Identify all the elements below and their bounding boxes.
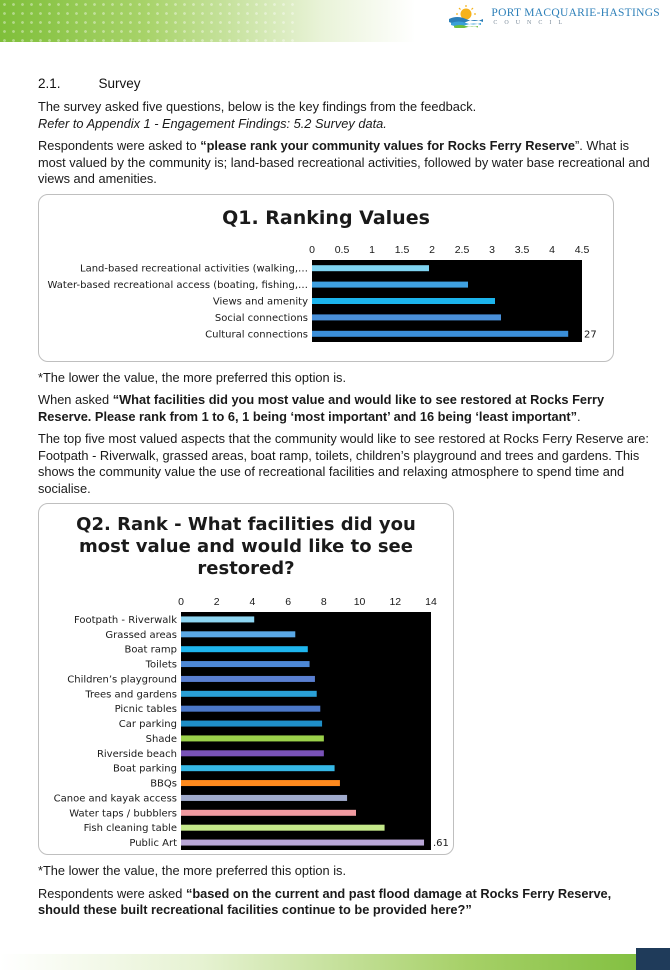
- q2-bar: [181, 810, 356, 816]
- q1-chart-plot: [39, 233, 615, 363]
- q2-chart-plot: [39, 586, 455, 856]
- q1-category-label: Social connections: [214, 312, 308, 324]
- q1-chart-title: Q1. Ranking Values: [222, 206, 430, 229]
- q2-bar: [181, 825, 385, 831]
- q2-category-label: Public Art: [129, 838, 177, 850]
- q2-bar: [181, 646, 308, 652]
- q1-data-label: 27: [584, 328, 597, 340]
- intro-paragraph: The survey asked five questions, below is the key findings from the feedback.: [38, 99, 477, 114]
- q2-bar: [181, 840, 424, 846]
- q2-category-label: Boat parking: [112, 763, 177, 775]
- q2-bar: [181, 795, 347, 801]
- q2-findings: The top five most valued aspects that the community would like to see restored at Rocks Ferry Reserve are: Footpath - Riverwalk, grassed areas, boat ramp, toilets, children’s playground and trees and gardens. This shows the community value the use of recreational facilities and relaxing atmosphere to spend time and socialise.: [38, 431, 649, 496]
- appendix-reference: Refer to Appendix 1 - Engagement Findings: 5.2 Survey data.: [38, 115, 387, 131]
- q1-category-label: Views and amenity: [212, 296, 308, 307]
- q1-bar: [312, 298, 495, 304]
- q2-x-tick-label: 10: [353, 596, 366, 608]
- page-number-tab: [636, 948, 670, 970]
- q1-bar: [312, 330, 568, 336]
- q2-bar: [181, 631, 295, 637]
- council-subtitle: COUNCIL: [493, 19, 570, 26]
- q1-lead: Respondents were asked to: [38, 138, 201, 153]
- q2-data-label: .61: [433, 838, 449, 850]
- q2-category-label: Trees and gardens: [85, 689, 177, 701]
- q2-chart-title: Q2. Rank - What facilities did you most value and would like to see restored?: [76, 514, 416, 579]
- q1-x-tick-label: 0.5: [334, 243, 350, 256]
- q1-x-tick-label: 2.5: [454, 243, 470, 256]
- q2-x-tick-label: 2: [213, 596, 220, 608]
- q2-bar: [181, 765, 335, 771]
- q2-category-label: Children’s playground: [67, 674, 177, 686]
- q2-category-label: Boat ramp: [124, 644, 177, 656]
- q2-category-label: Toilets: [145, 659, 177, 671]
- header-banner: [0, 0, 670, 42]
- q1-x-tick-label: 2: [429, 243, 435, 256]
- banner-pattern: [0, 0, 300, 42]
- q2-x-tick-label: 4: [249, 596, 256, 608]
- q2-category-label: Grassed areas: [105, 629, 177, 641]
- q2-category-label: Car parking: [118, 719, 177, 731]
- q2-bar: [181, 735, 324, 741]
- q2-bar: [181, 706, 320, 712]
- q1-x-tick-label: 1: [369, 243, 375, 256]
- q2-bar: [181, 661, 310, 667]
- q2-chart: [38, 503, 454, 855]
- q2-category-label: BBQs: [150, 778, 177, 790]
- q1-category-label: Cultural connections: [205, 328, 308, 340]
- section-title: Survey: [98, 76, 141, 91]
- q1-bar: [312, 314, 501, 320]
- q2-category-label: Riverside beach: [96, 748, 177, 760]
- q1-question: “please rank your community values for Rocks Ferry Reserve: [200, 138, 576, 153]
- q2-category-label: Shade: [145, 733, 177, 745]
- council-logo: [447, 4, 660, 28]
- q1-x-tick-label: 1.5: [394, 243, 410, 256]
- q2-x-tick-label: 14: [425, 596, 437, 608]
- q2-x-tick-label: 12: [389, 596, 402, 608]
- q1-paragraph: [38, 138, 650, 188]
- q1-x-tick-label: 3: [489, 243, 495, 256]
- q3-paragraph: [38, 886, 650, 919]
- q2-bar: [181, 676, 315, 682]
- q1-bar: [312, 281, 468, 287]
- q1-footnote: *The lower the value, the more preferred this option is.: [38, 369, 346, 385]
- q2-bar: [181, 691, 317, 697]
- q2-bar: [181, 616, 254, 622]
- q2-category-label: Fish cleaning table: [83, 823, 177, 835]
- q2-end: .: [577, 408, 581, 424]
- q2-footnote: *The lower the value, the more preferred this option is.: [38, 863, 346, 878]
- q3-lead: Respondents were asked: [38, 885, 186, 901]
- section-number: 2.1.: [38, 76, 61, 91]
- q3-question: “based on the current and past flood damage at Rocks Ferry Reserve, should these built recreational facilities continue to be provided here?”: [38, 885, 612, 917]
- q2-category-label: Footpath - Riverwalk: [73, 614, 177, 626]
- document-body: [38, 76, 650, 925]
- q1-summary: ”. What is most valued by the community is; land-based recreational activities, followed by water base recreational and views and amenities.: [38, 138, 650, 186]
- council-name: PORT MACQUARIE-HASTINGS: [491, 6, 660, 19]
- q2-x-tick-label: 0: [178, 596, 184, 608]
- q2-x-tick-label: 6: [285, 596, 292, 608]
- q2-question: “What facilities did you most value and would like to see restored at Rocks Ferry Reserve. Please rank from 1 to 6, 1 being ‘most important’ and 16 being ‘least important”: [38, 392, 605, 424]
- q2-category-label: Canoe and kayak access: [53, 793, 177, 805]
- q2-category-label: Picnic tables: [114, 704, 177, 716]
- q1-category-label: Water-based recreational access (boating, fishing,…: [47, 279, 308, 291]
- q2-paragraph: [38, 392, 650, 425]
- q1-bar: [312, 265, 429, 271]
- q1-chart: [38, 194, 614, 362]
- q2-bar: [181, 750, 324, 756]
- q2-bar: [181, 780, 340, 786]
- q1-x-tick-label: 4: [549, 243, 555, 256]
- q2-category-label: Water taps / bubblers: [69, 808, 177, 820]
- q1-x-tick-label: 0: [309, 243, 315, 256]
- footer-banner: [0, 954, 670, 970]
- q1-x-tick-label: 4.5: [574, 243, 590, 256]
- q1-x-tick-label: 3.5: [514, 243, 530, 256]
- q2-bar: [181, 721, 322, 727]
- q2-lead: When asked: [38, 392, 113, 407]
- section-heading: [38, 76, 650, 91]
- q1-category-label: Land-based recreational activities (walking,…: [80, 263, 308, 275]
- q2-x-tick-label: 8: [320, 596, 327, 608]
- wave-logo-icon: [447, 4, 485, 28]
